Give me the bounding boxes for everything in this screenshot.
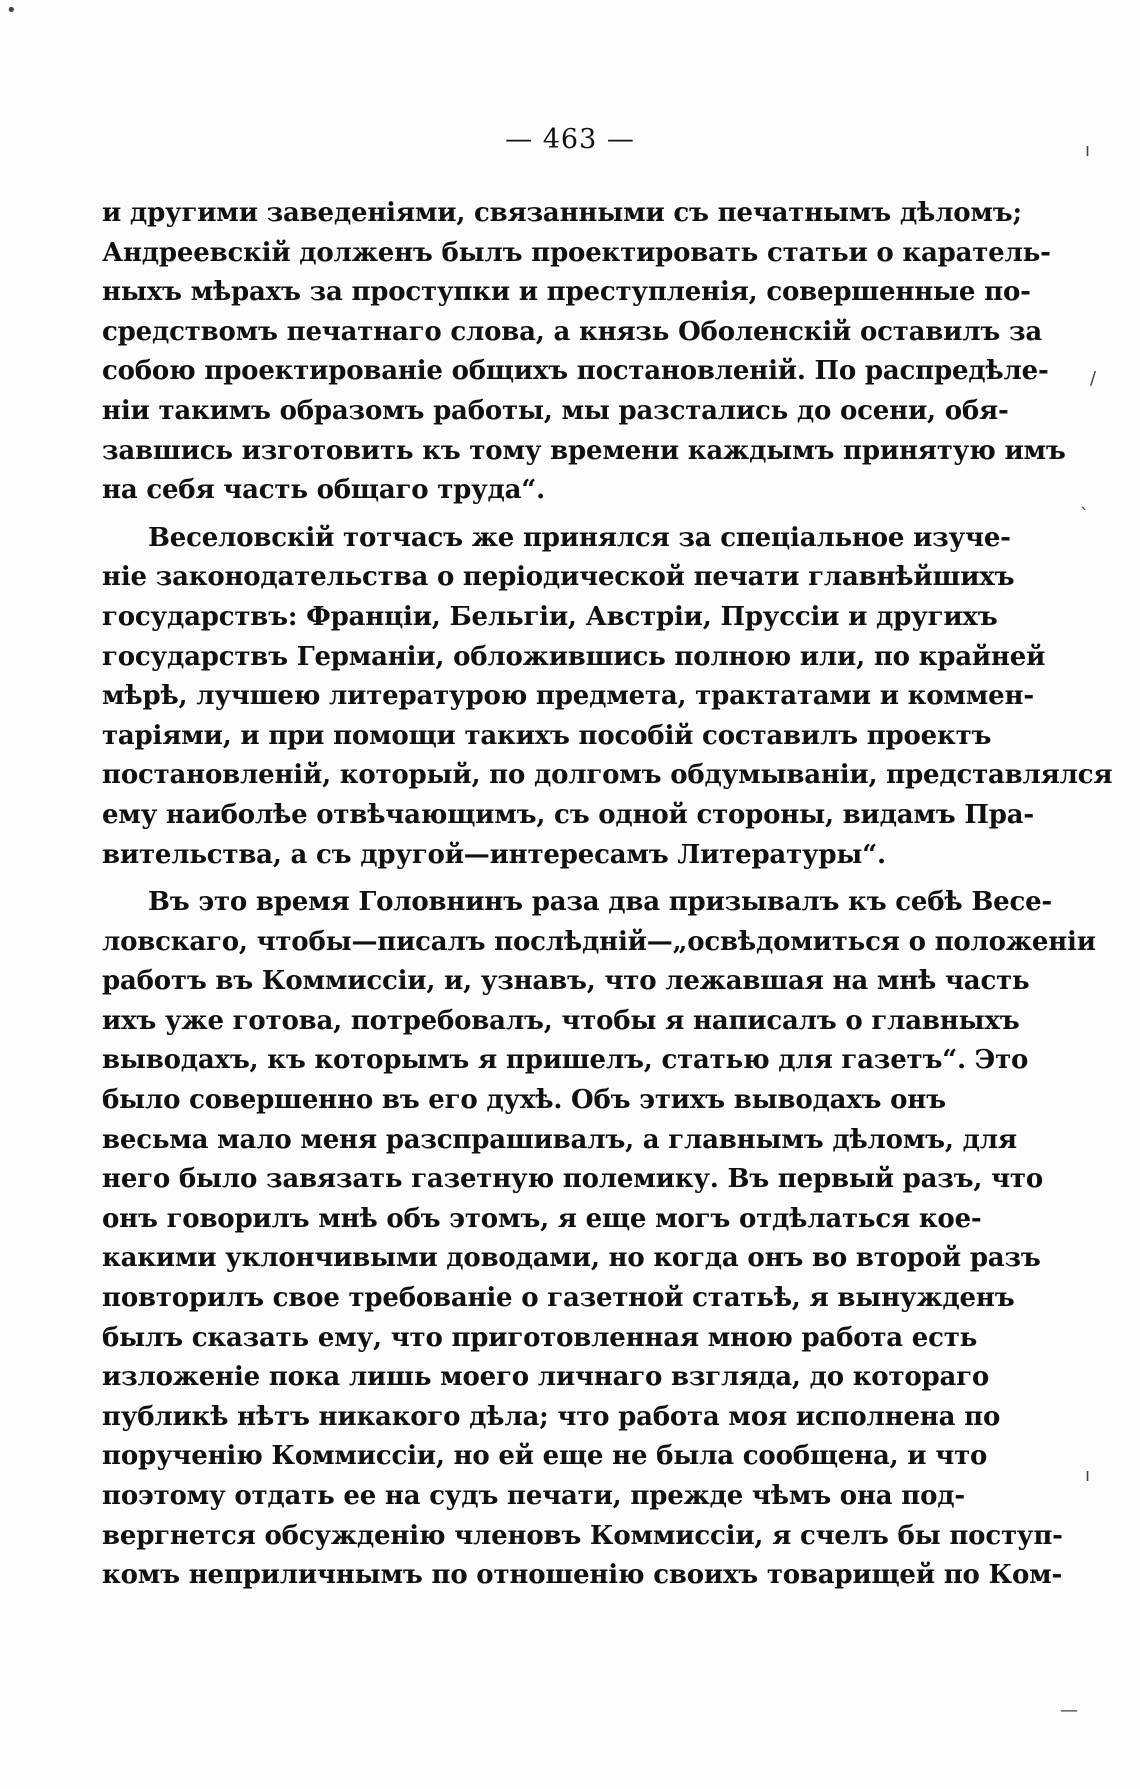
text-line: государствъ Германіи, обложившись полною или, по крайней <box>102 641 1046 672</box>
text-line: Въ это время Головнинъ раза два призывалъ къ себѣ Весе- <box>148 887 1053 918</box>
body-text <box>102 194 1113 1596</box>
text-line: былъ сказать ему, что приготовленная мною работа есть <box>102 1322 978 1353</box>
text-line: ніе законодательства о періодической печати главнѣйшихъ <box>102 562 1015 593</box>
text-line: собою проектированіе общихъ постановленій. По распредѣле- <box>102 356 1049 387</box>
scan-mark: / <box>1090 368 1097 389</box>
paragraph-gap <box>102 875 940 883</box>
paragraph-gap <box>102 511 940 519</box>
text-line: него было завязать газетную полемику. Въ первый разъ, что <box>102 1164 1043 1195</box>
text-line: поэтому отдать ее на судъ печати, прежде чѣмъ она под- <box>102 1481 965 1511</box>
text-line: онъ говорилъ мнѣ объ этомъ, я еще могъ отдѣлаться кое- <box>102 1203 982 1234</box>
text-line: Андреевскій долженъ былъ проектировать статьи о каратель- <box>102 237 1051 268</box>
text-line: завшись изготовить къ тому времени каждымъ принятую имъ <box>102 435 1066 466</box>
text-line: государствъ: Франціи, Бельгіи, Австріи, Пруссіи и другихъ <box>102 601 998 632</box>
text-line: ему наиболѣе отвѣчающимъ, съ одной стороны, видамъ Пра- <box>102 799 1034 830</box>
text-line: таріями, и при помощи такихъ пособій составилъ проектъ <box>102 720 992 751</box>
text-line: на себя часть общаго труда“. <box>102 475 545 506</box>
text-line: изложеніе пока лишь моего личнаго взгляда, до котораго <box>102 1362 989 1393</box>
text-line: мѣрѣ, лучшею литературою предмета, трактатами и коммен- <box>102 681 1034 712</box>
text-line: какими уклончивыми доводами, но когда онъ во второй разъ <box>102 1243 1041 1274</box>
text-line: Веселовскій тотчасъ же принялся за спеціальное изуче- <box>148 522 1011 553</box>
scan-mark: — <box>1060 1700 1078 1721</box>
scan-mark: ı <box>1085 140 1091 161</box>
paragraph <box>102 519 1113 875</box>
text-line: повторилъ свое требованіе о газетной статьѣ, я вынужденъ <box>102 1283 1015 1314</box>
text-line: ныхъ мѣрахъ за проступки и преступленія, совершенные по- <box>102 277 1031 308</box>
text-line: постановленій, который, по долгомъ обдумываніи, представлялся <box>102 760 1113 791</box>
text-line: весьма мало меня разспрашивалъ, а главнымъ дѣломъ, для <box>102 1124 1017 1155</box>
page-number: — 463 — <box>505 124 635 155</box>
text-line: ихъ уже готова, потребовалъ, чтобы я написалъ о главныхъ <box>102 1005 1020 1036</box>
text-line: публикѣ нѣтъ никакого дѣла; что работа моя исполнена по <box>102 1401 1001 1432</box>
text-line: работъ въ Коммиссіи, и, узнавъ, что лежавшая на мнѣ часть <box>102 966 1030 997</box>
scan-mark: • <box>6 0 17 21</box>
text-line: ніи такимъ образомъ работы, мы разстались до осени, обя- <box>102 395 1009 426</box>
paragraph <box>102 194 1066 511</box>
text-line: вергнется обсужденію членовъ Коммиссіи, я счелъ бы поступ- <box>102 1520 1063 1551</box>
scan-mark: ı <box>1085 1465 1091 1486</box>
paragraph <box>102 883 1096 1596</box>
text-line: ловскаго, чтобы—писалъ послѣдній—„освѣдомиться о положеніи <box>102 926 1096 957</box>
text-line: вительства, а съ другой—интересамъ Литературы“. <box>102 839 886 870</box>
text-line: комъ неприличнымъ по отношенію своихъ товарищей по Ком- <box>102 1560 1063 1591</box>
text-line: порученію Коммиссіи, но ей еще не была сообщена, и что <box>102 1441 988 1472</box>
text-line: было совершенно въ его духѣ. Объ этихъ выводахъ онъ <box>102 1085 946 1116</box>
text-line: и другими заведеніями, связанными съ печатнымъ дѣломъ; <box>102 198 1022 228</box>
text-line: средствомъ печатнаго слова, а князь Оболенскій оставилъ за <box>102 316 1043 347</box>
scan-mark: ˎ <box>1080 490 1089 511</box>
text-line: выводахъ, къ которымъ я пришелъ, статью для газетъ“. Это <box>102 1045 1029 1076</box>
